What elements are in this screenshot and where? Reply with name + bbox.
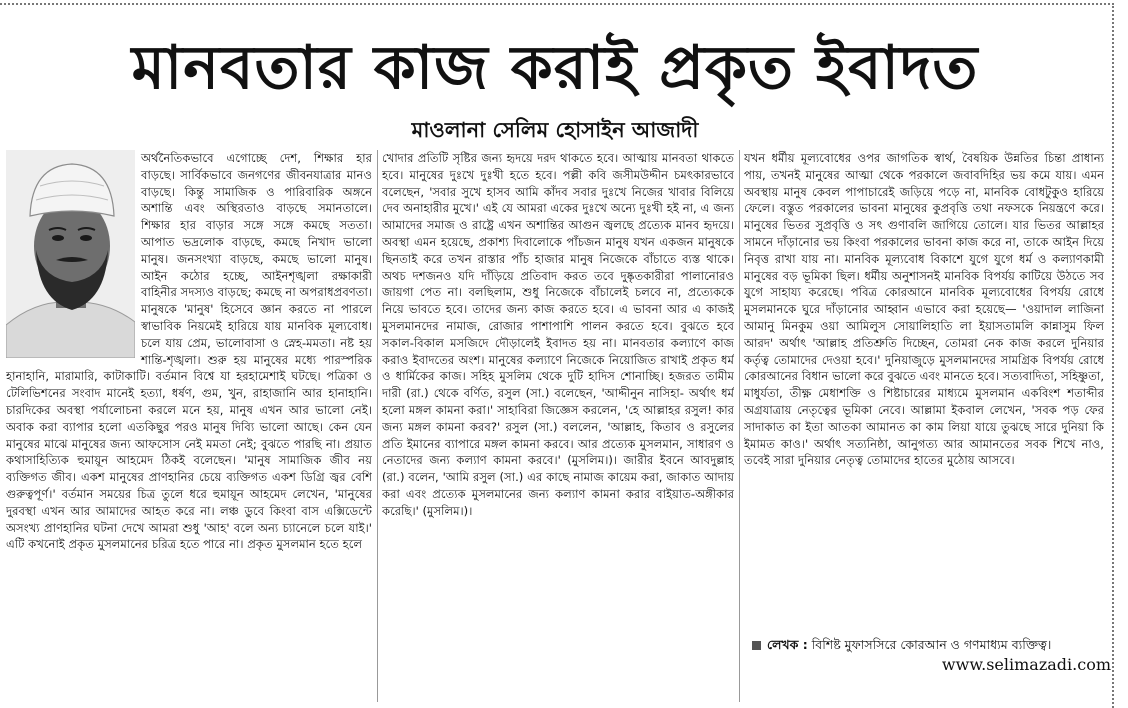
column-divider xyxy=(739,150,740,702)
column-divider xyxy=(377,150,378,702)
author-label: লেখক : xyxy=(767,637,808,652)
article-text-column-1: অর্থনৈতিকভাবে এগোচ্ছে দেশ, শিক্ষার হার বাড়ছে। সার্বিকভাবে জনগণের জীবনযাত্রার মানও বাড়ছে। কিন্তু সামাজিক ও পারিবারিক অঙ্গনে অশান্তি এবং অস্থিরতাও বাড়ছে সমানতালে। শিক্ষার হার বাড়ার সঙ্গে সঙ্গে কমছে সততা। আপাত ভদ্রলোক বাড়ছে, কমছে নিখাদ ভালো মানুষ। জনসংখ্যা বাড়ছে, কমছে ভালো মানুষ। আইন কঠোর হচ্ছে, আইনশৃঙ্খলা রক্ষাকারী বাহিনীর সদস্যও বাড়ছে; কমছে না অপরাধপ্রবণতা। মানুষকে 'মানুষ' হিসেবে জ্ঞান করতে না পারলে স্বাভাবিক নিয়মেই হারিয়ে যায় মানবিক মূল্যবোধ। চলে যায় প্রেম, ভালোবাসা ও স্নেহ-মমতা। নষ্ট হয় শান্তি-শৃঙ্খলা। শুরু হয় মানুষের মধ্যে পারস্পরিক হানাহানি, মারামারি, কাটাকাটি। বর্তমান বিশ্বে যা হরহামেশাই ঘটছে। পত্রিকা ও টেলিভিশনের সংবাদ মানেই হত্যা, ধর্ষণ, গুম, খুন, রাহাজানি আর হানাহানি। চারদিকের অবস্থা পর্যালোচনা করলে মনে হয়, মানুষ এখন আর ভালো নেই। অবাক করা ব্যাপার হলো এতকিছুর পরও মানুষ দিব্যি ভালো আছে। কেন যেন মানুষের মাঝে মানুষের জন্য আফসোস নেই মমতা নেই; বুঝতে পারছি না। প্রয়াত কথাসাহিত্যিক হুমায়ূন আহমেদ ঠিকই বলেছেন। 'মানুষ সামাজিক জীব নয় ব্যক্তিগত জীব। একশ মানুষের প্রাণহানির চেয়ে ব্যক্তিগত একশ ডিগ্রি জ্বর বেশি গুরুত্বপূর্ণ।' বর্তমান সময়ের চিত্র তুলে ধরে হুমায়ূন আহমেদ লেখেন, 'মানুষের দুরবস্থা এখন আর আমাদের আহত করে না। লঞ্চ ডুবে কিংবা বাস এক্সিডেন্টে অসংখ্য প্রাণহানির ঘটনা দেখে আমরা শুধু 'আহ' বলে অন্য চ্যানেলে চলে যাই।' এটি কখনোই প্রকৃত মুসলমানের চরিত্র হতে পারে না। প্রকৃত মুসলমান হতে হলে xyxy=(6,151,372,552)
article-column-1 xyxy=(6,150,372,702)
article-text-column-3: যখন ধর্মীয় মূল্যবোধের ওপর জাগতিক স্বার্থ, বৈষয়িক উন্নতির চিন্তা প্রাধান্য পায়, তখনই মানুষের আত্মা থেকে পরকালে জবাবদিহির ভয় কমে যায়। এমন অবস্থায় মানুষ কেবল পাপাচারেই জড়িয়ে পড়ে না, মানবিক বোধটুকুও হারিয়ে ফেলে। বস্তুত পরকালের ভাবনা মানুষের কুপ্রবৃত্তি তথা নফসকে নিয়ন্ত্রণে করে। মানুষের ভিতর সুপ্রবৃত্তি ও সৎ গুণাবলি জাগিয়ে তোলে। যার ভিতর আল্লাহর সামনে দাঁড়ানোর ভয় কিংবা পরকালের ভাবনা কাজ করে না, তাকে আইন দিয়ে নিবৃত্ত রাখা যায় না। মানবিক মূল্যবোধ বিকাশে যুগে যুগে ধর্ম ও কল্যাণকামী মানুষের বড় ভূমিকা ছিল। ধর্মীয় অনুশাসনই মানবিক বিপর্যয় কাটিয়ে উঠতে সব যুগে সাহায্য করেছে। পবিত্র কোরআনে মানবিক মূল্যবোধের বিপর্যয় রোধে মুসলমানকে ঘুরে দাঁড়ানোর আহ্বান এভাবে করা হয়েছে— 'ওয়াদাল লাজিনা আমানু মিনকুম ওয়া আমিলুস সোয়ালিহাতি লা ইয়াসতামলি কান্নাসুম ফিল আরদ' অর্থাৎ 'আল্লাহ প্রতিশ্রুতি দিচ্ছেন, তোমরা নেক কাজ করলে দুনিয়ার কর্তৃত্ব তোমাদের দেওয়া হবে।' দুনিয়াজুড়ে মুসলমানদের সামগ্রিক বিপর্যয় রোধে কোরআনের বিধান ভালো করে বুঝতে এবং মানতে হবে। সত্যবাদিতা, সহিষ্ণুতা, মাধুর্যতা, তীক্ষ্ণ মেধাশক্তি ও শিষ্টাচারের মাধ্যমে মুসলমান একবিংশ শতাব্দীর অগ্রযাত্রায় নেতৃত্বের ভূমিকা নেবে। আল্লামা ইকবাল লেখেন, 'সবক পড় ফের সাদাকাত কা ইতা আতকা আমানত কা কাম লিয়া যায়ে তুঝছে সারে দুনিয়া কি ইমামত কাও।' অর্থাৎ সত্যনিষ্ঠা, আনুগত্য আর আমানতের সবক শিখে নাও, তবেই সারা দুনিয়ার নেতৃত্ব তোমাদের হাতের মুঠোয় আসবে। xyxy=(744,151,1104,468)
author-portrait-icon xyxy=(6,150,135,358)
article-text-column-2: খোদার প্রতিটি সৃষ্টির জন্য হৃদয়ে দরদ থাকতে হবে। আত্মায় মানবতা থাকতে হবে। মানুষের দুঃখে দুঃখী হতে হবে। পল্লী কবি জসীমউদ্দীন চমৎকারভাবে বলেছেন, 'সবার সুখে হাসব আমি কাঁদব সবার দুঃখে নিজের খাবার বিলিয়ে দেব অনাহারীর মুখে।' এই যে আমরা একের দুঃখে অন্যে দুঃখী হই না, এ জন্য আমাদের সমাজ ও রাষ্ট্রে এখন অশান্তির আগুন জ্বলছে প্রত্যেক মানব হৃদয়ে। অবস্থা এমন হয়েছে, প্রকাশ্য দিবালোকে পাঁচজন মানুষ যখন একজন মানুষকে ছিনতাই করে তখন রাস্তার পাঁচ হাজার মানুষ নিজেকে বাঁচাতে ব্যস্ত থাকে। অথচ দশজনও যদি দাঁড়িয়ে প্রতিবাদ করত তবে দুষ্কৃতকারীরা পালানোরও জায়গা পেত না। বলছিলাম, শুধু নিজেকে বাঁচালেই চলবে না, প্রত্যেককে নিয়ে ভাবতে হবে। তাদের জন্য কাজ করতে হবে। এ ভাবনা আর এ কাজই মুসলমানদের নামাজ, রোজার পাশাপাশি পালন করতে হবে। বুঝতে হবে সকাল-বিকাল মসজিদে দৌড়ালেই ইবাদত হয় না। মানবতার কল্যাণে কাজ করাও ইবাদতের অংশ। মানুষের কল্যাণে নিজেকে নিয়োজিত রাখাই প্রকৃত ধর্ম ও ধার্মিকের কাজ। সহিহ মুসলিম থেকে দুটি হাদিস শোনাচ্ছি। হজরত তামীম দারী (রা.) থেকে বর্ণিত, রসুল (সা.) বলেছেন, 'আদ্দীনুন নাসিহা- অর্থাৎ ধর্ম হলো মঙ্গল কামনা করা।' সাহাবিরা জিজ্ঞেস করলেন, 'হে আল্লাহর রসুল! কার জন্য মঙ্গল কামনা করব?' রসুল (সা.) বললেন, 'আল্লাহ, কিতাব ও রসুলের প্রতি ইমানের ব্যাপারে মঙ্গল কামনা করবে। আর প্রত্যেক মুসলমান, সাধারণ ও নেতাদের জন্য কল্যাণ কামনা করবে।' (মুসলিম।)। জারীর ইবনে আবদুল্লাহ (রা.) বলেন, 'আমি রসুল (সা.) এর কাছে নামাজ কায়েম করা, জাকাত আদায় করা এবং প্রত্যেক মুসলমানের জন্য কল্যাণ কামনা করার বাইয়াত-অঙ্গীকার করেছি।' (মুসলিম।)। xyxy=(382,151,734,518)
author-description: বিশিষ্ট মুফাসসিরে কোরআন ও গণমাধ্যম ব্যক্তিত্ব। xyxy=(811,637,1052,652)
article-column-3 xyxy=(744,150,1104,630)
top-dotted-border xyxy=(0,3,1110,5)
article-column-2 xyxy=(382,150,734,678)
right-dotted-border xyxy=(1112,3,1114,708)
author-note xyxy=(752,636,1112,654)
website-link[interactable]: www.selimazadi.com xyxy=(941,655,1111,674)
headline: মানবতার কাজ করাই প্রকৃত ইবাদত xyxy=(131,33,979,103)
square-bullet-icon xyxy=(752,641,761,650)
byline: মাওলানা সেলিম হোসাইন আজাদী xyxy=(411,118,699,142)
